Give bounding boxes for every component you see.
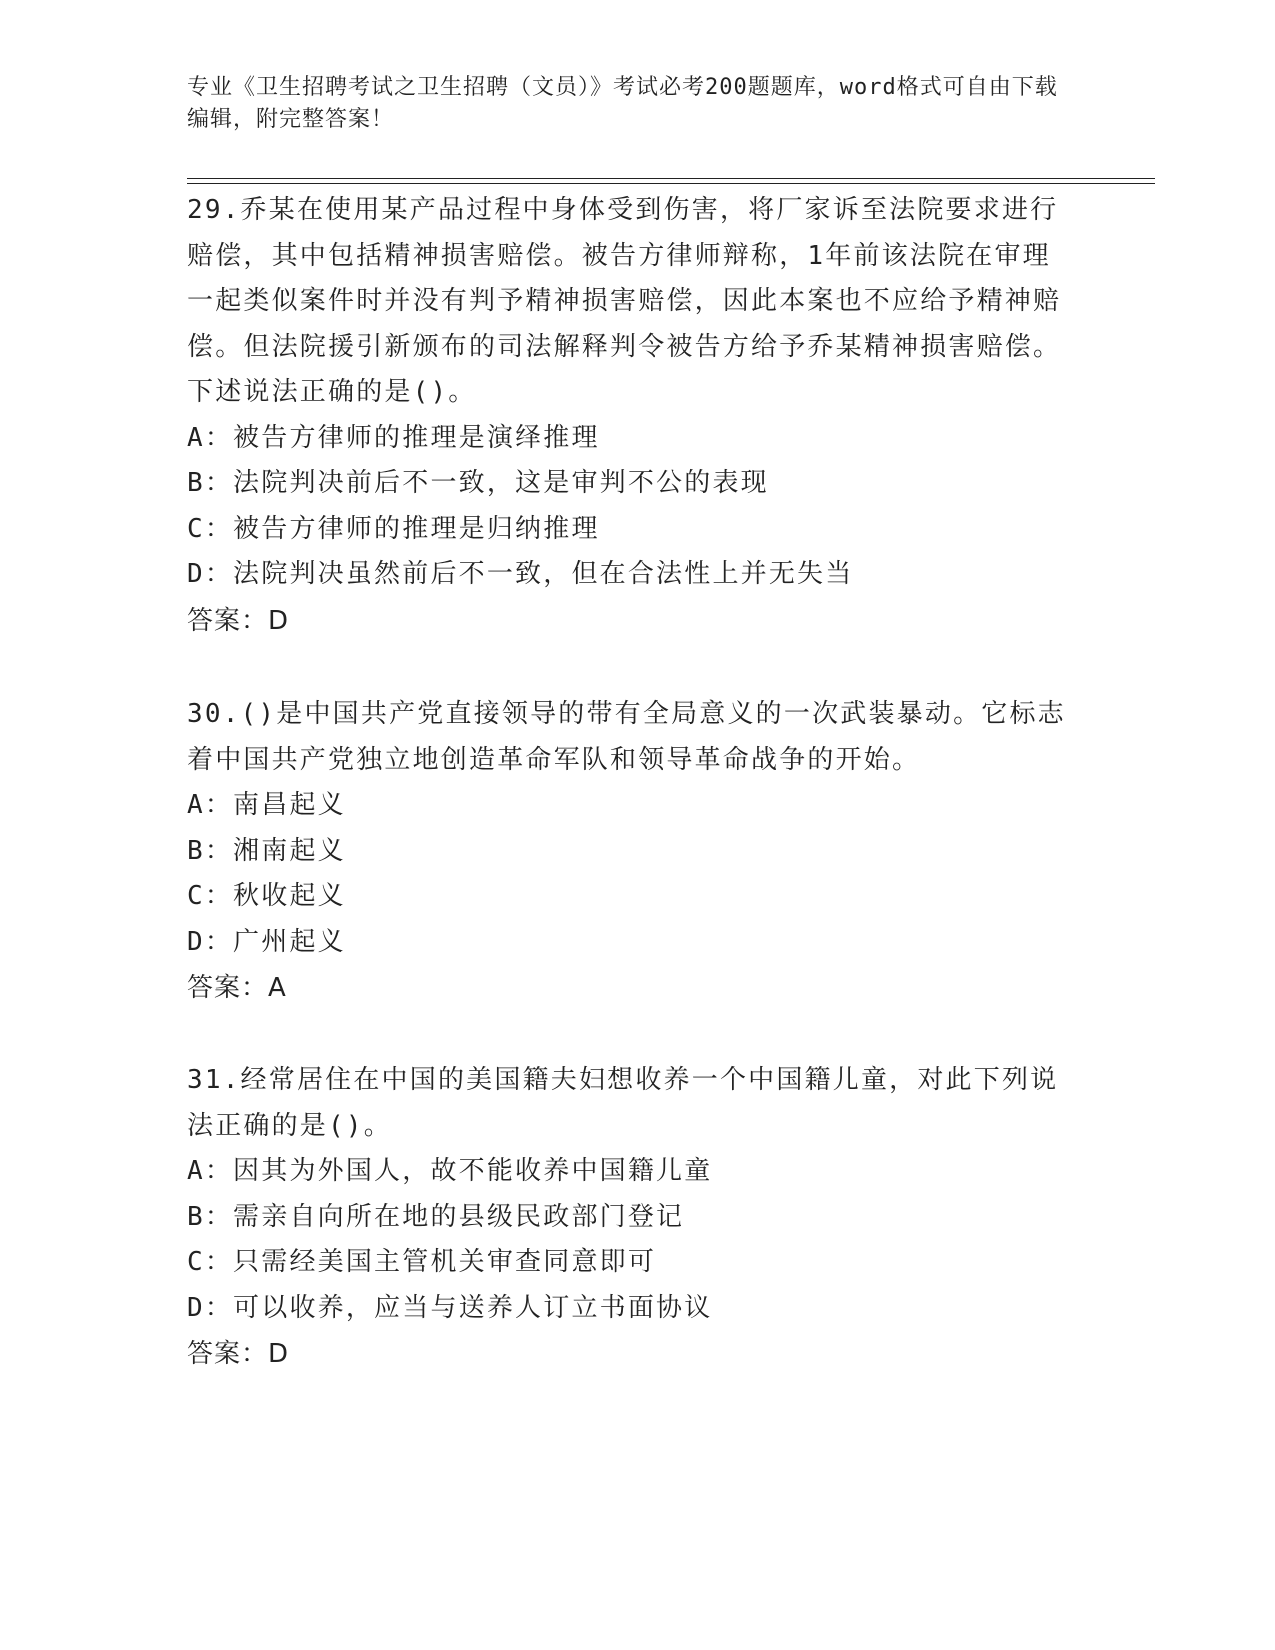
answer: 答案：D <box>187 605 290 636</box>
option-c: C：秋收起义 <box>187 881 346 911</box>
question-stem: 29.乔某在使用某产品过程中身体受到伤害，将厂家诉至法院要求进行赔偿，其中包括精神损害赔偿。被告方律师辩称，1年前该法院在审理一起类似案件时并没有判予精神损害赔偿，因此本案也不应给予精神赔偿。但法院援引新颁布的司法解释判令被告方给予乔某精神损害赔偿。下述说法正确的是()。 <box>187 195 1062 407</box>
option-d: D：法院判决虽然前后不一致，但在合法性上并无失当 <box>187 559 854 589</box>
option-a: A：因其为外国人，故不能收养中国籍儿童 <box>187 1156 713 1186</box>
answer: 答案：A <box>187 973 287 1003</box>
option-c: C：被告方律师的推理是归纳推理 <box>187 513 600 544</box>
question-31 <box>187 1058 1077 1377</box>
document-header: 专业《卫生招聘考试之卫生招聘（文员）》考试必考200题题库，word格式可自由下载编辑，附完整答案！ <box>187 75 1058 132</box>
option-d: D：可以收养，应当与送养人订立书面协议 <box>187 1292 713 1323</box>
question-stem: 30.()是中国共产党直接领导的带有全局意义的一次武装暴动。它标志着中国共产党独立地创造革命军队和领导革命战争的开始。 <box>187 699 1066 775</box>
option-a: A：南昌起义 <box>187 790 346 820</box>
option-d: D：广州起义 <box>187 926 346 957</box>
answer: 答案：D <box>187 1339 290 1369</box>
option-b: B：法院判决前后不一致，这是审判不公的表现 <box>187 468 769 498</box>
option-a: A：被告方律师的推理是演绎推理 <box>187 422 600 453</box>
question-29 <box>187 188 1077 644</box>
option-b: B：湘南起义 <box>187 835 346 866</box>
option-c: C：只需经美国主管机关审查同意即可 <box>187 1247 657 1277</box>
header-divider-bottom <box>187 183 1155 184</box>
question-30 <box>187 692 1077 1011</box>
question-stem: 31.经常居住在中国的美国籍夫妇想收养一个中国籍儿童，对此下列说法正确的是()。 <box>187 1065 1059 1141</box>
option-b: B：需亲自向所在地的县级民政部门登记 <box>187 1201 685 1232</box>
header-divider-top <box>187 178 1155 179</box>
